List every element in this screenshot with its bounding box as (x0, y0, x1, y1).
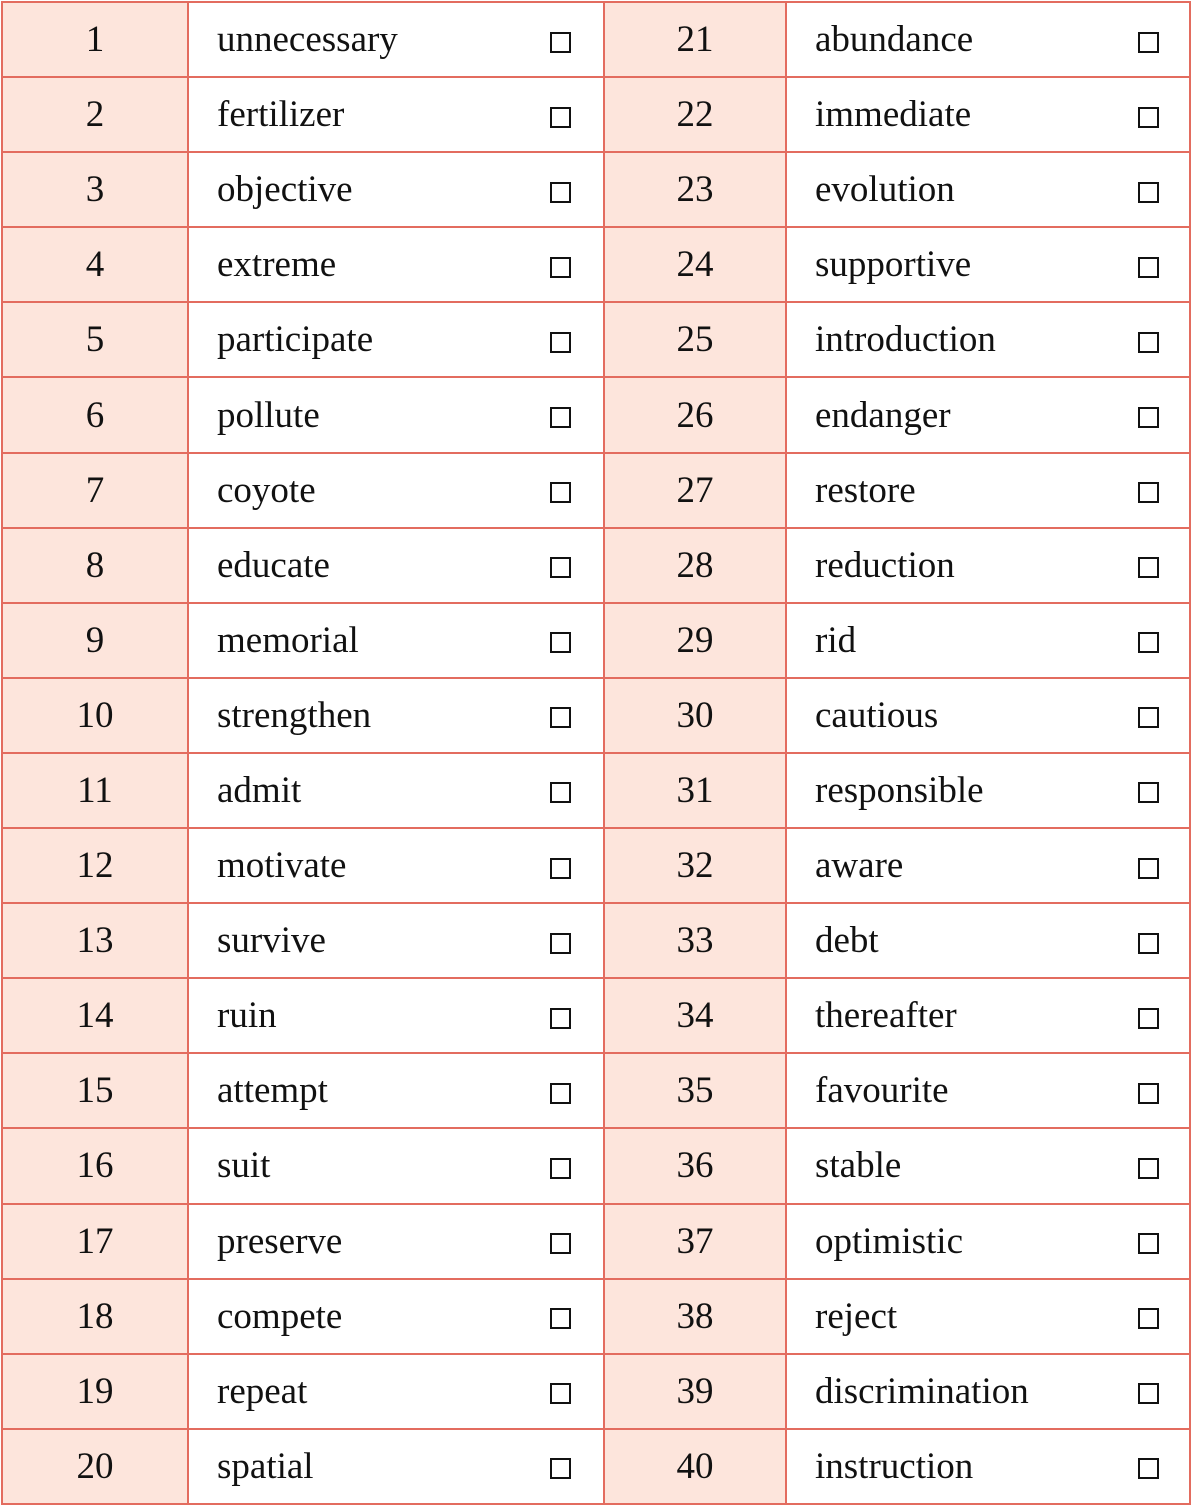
table-row (2, 453, 1190, 528)
item-number: 40 (604, 1429, 786, 1504)
item-number: 38 (604, 1279, 786, 1354)
vocabulary-word-cell (188, 903, 604, 978)
checkbox[interactable] (1138, 858, 1159, 879)
item-number: 5 (2, 302, 188, 377)
table-row (2, 302, 1190, 377)
checkbox[interactable] (1138, 707, 1159, 728)
vocabulary-word-cell (188, 302, 604, 377)
item-number: 16 (2, 1128, 188, 1203)
checkbox[interactable] (550, 332, 571, 353)
checkbox[interactable] (1138, 257, 1159, 278)
vocabulary-word: aware (815, 845, 904, 887)
checkbox[interactable] (1138, 557, 1159, 578)
vocabulary-word-cell (188, 528, 604, 603)
item-number: 15 (2, 1053, 188, 1128)
table-row (2, 753, 1190, 828)
vocabulary-word-cell (786, 302, 1190, 377)
vocabulary-word: spatial (217, 1445, 314, 1487)
table-row (2, 1204, 1190, 1279)
checkbox[interactable] (1138, 107, 1159, 128)
item-number: 39 (604, 1354, 786, 1429)
vocabulary-word-cell (188, 1279, 604, 1354)
item-number: 27 (604, 453, 786, 528)
vocabulary-word: participate (217, 319, 374, 361)
table-row (2, 1053, 1190, 1128)
vocabulary-word-cell (188, 1204, 604, 1279)
vocabulary-word: coyote (217, 469, 316, 511)
vocabulary-word: ruin (217, 995, 277, 1037)
vocabulary-word-cell (188, 1354, 604, 1429)
vocabulary-word-cell (786, 152, 1190, 227)
item-number: 9 (2, 603, 188, 678)
item-number: 37 (604, 1204, 786, 1279)
item-number: 18 (2, 1279, 188, 1354)
vocabulary-word-cell (188, 753, 604, 828)
vocabulary-word: memorial (217, 619, 359, 661)
vocabulary-word-cell (188, 1128, 604, 1203)
vocabulary-word-cell (786, 377, 1190, 452)
vocabulary-word: cautious (815, 694, 939, 736)
vocabulary-word: motivate (217, 845, 347, 887)
vocabulary-word: introduction (815, 319, 996, 361)
checkbox[interactable] (550, 1158, 571, 1179)
item-number: 7 (2, 453, 188, 528)
checkbox[interactable] (550, 933, 571, 954)
vocabulary-word: instruction (815, 1445, 974, 1487)
item-number: 10 (2, 678, 188, 753)
vocabulary-word: objective (217, 169, 353, 211)
vocabulary-word-cell (188, 453, 604, 528)
table-row (2, 528, 1190, 603)
item-number: 23 (604, 152, 786, 227)
vocabulary-word: compete (217, 1295, 343, 1337)
item-number: 25 (604, 302, 786, 377)
item-number: 19 (2, 1354, 188, 1429)
checkbox[interactable] (1138, 933, 1159, 954)
item-number: 24 (604, 227, 786, 302)
vocabulary-word-cell (188, 603, 604, 678)
item-number: 36 (604, 1128, 786, 1203)
vocabulary-word-cell (786, 978, 1190, 1053)
vocabulary-word-cell (786, 77, 1190, 152)
vocabulary-word: favourite (815, 1070, 949, 1112)
item-number: 13 (2, 903, 188, 978)
checkbox[interactable] (550, 707, 571, 728)
vocabulary-word: educate (217, 544, 330, 586)
vocabulary-word: admit (217, 769, 302, 811)
vocabulary-word: attempt (217, 1070, 328, 1112)
vocabulary-word: survive (217, 920, 326, 962)
vocabulary-word-cell (786, 1279, 1190, 1354)
checkbox[interactable] (550, 1308, 571, 1329)
vocabulary-word: suit (217, 1145, 271, 1187)
table-row (2, 152, 1190, 227)
vocabulary-word-cell (786, 828, 1190, 903)
table-row (2, 978, 1190, 1053)
table-row (2, 1429, 1190, 1504)
vocabulary-word: thereafter (815, 995, 957, 1037)
item-number: 1 (2, 2, 188, 77)
vocabulary-word: stable (815, 1145, 902, 1187)
checkbox[interactable] (550, 407, 571, 428)
checkbox[interactable] (1138, 1158, 1159, 1179)
vocabulary-word: unnecessary (217, 19, 398, 61)
vocabulary-word: abundance (815, 19, 974, 61)
vocabulary-word-cell (786, 1204, 1190, 1279)
vocabulary-word-cell (188, 828, 604, 903)
checkbox[interactable] (1138, 482, 1159, 503)
vocabulary-word-cell (188, 227, 604, 302)
vocabulary-word: immediate (815, 94, 972, 136)
item-number: 28 (604, 528, 786, 603)
checkbox[interactable] (1138, 1233, 1159, 1254)
checkbox[interactable] (550, 1083, 571, 1104)
vocabulary-word-cell (786, 753, 1190, 828)
vocabulary-word-cell (188, 678, 604, 753)
vocabulary-word: repeat (217, 1370, 308, 1412)
checkbox[interactable] (1138, 1008, 1159, 1029)
vocabulary-word: reject (815, 1295, 898, 1337)
checkbox[interactable] (1138, 182, 1159, 203)
checkbox[interactable] (550, 182, 571, 203)
checkbox[interactable] (1138, 1383, 1159, 1404)
vocabulary-word: optimistic (815, 1220, 963, 1262)
item-number: 26 (604, 377, 786, 452)
table-row (2, 678, 1190, 753)
vocabulary-word: fertilizer (217, 94, 345, 136)
checkbox[interactable] (550, 1008, 571, 1029)
vocabulary-word-cell (786, 603, 1190, 678)
table-row (2, 377, 1190, 452)
table-row (2, 1128, 1190, 1203)
vocabulary-word-cell (786, 1128, 1190, 1203)
table-row (2, 2, 1190, 77)
item-number: 6 (2, 377, 188, 452)
item-number: 2 (2, 77, 188, 152)
checkbox[interactable] (1138, 1458, 1159, 1479)
vocabulary-word: reduction (815, 544, 955, 586)
checkbox[interactable] (550, 32, 571, 53)
checkbox[interactable] (1138, 1308, 1159, 1329)
checkbox[interactable] (1138, 782, 1159, 803)
item-number: 12 (2, 828, 188, 903)
vocabulary-word-cell (188, 77, 604, 152)
vocabulary-word: evolution (815, 169, 955, 211)
checkbox[interactable] (1138, 1083, 1159, 1104)
vocabulary-word: supportive (815, 244, 972, 286)
vocabulary-table-body (2, 2, 1190, 1504)
vocabulary-word-cell (188, 152, 604, 227)
item-number: 17 (2, 1204, 188, 1279)
checkbox[interactable] (550, 858, 571, 879)
vocabulary-word-cell (786, 227, 1190, 302)
item-number: 14 (2, 978, 188, 1053)
checkbox[interactable] (550, 1233, 571, 1254)
table-row (2, 1354, 1190, 1429)
checkbox[interactable] (1138, 32, 1159, 53)
item-number: 21 (604, 2, 786, 77)
item-number: 20 (2, 1429, 188, 1504)
vocabulary-table (1, 1, 1191, 1505)
table-row (2, 77, 1190, 152)
vocabulary-word-cell (786, 1053, 1190, 1128)
item-number: 35 (604, 1053, 786, 1128)
vocabulary-word-cell (786, 678, 1190, 753)
vocabulary-word: extreme (217, 244, 337, 286)
item-number: 3 (2, 152, 188, 227)
checkbox[interactable] (1138, 632, 1159, 653)
vocabulary-word: responsible (815, 769, 984, 811)
item-number: 4 (2, 227, 188, 302)
item-number: 34 (604, 978, 786, 1053)
vocabulary-word: preserve (217, 1220, 343, 1262)
checkbox[interactable] (550, 107, 571, 128)
item-number: 31 (604, 753, 786, 828)
checkbox[interactable] (550, 557, 571, 578)
vocabulary-word-cell (786, 453, 1190, 528)
vocabulary-word: discrimination (815, 1370, 1029, 1412)
item-number: 22 (604, 77, 786, 152)
checkbox[interactable] (550, 482, 571, 503)
vocabulary-word-cell (786, 903, 1190, 978)
item-number: 30 (604, 678, 786, 753)
item-number: 8 (2, 528, 188, 603)
vocabulary-word-cell (786, 2, 1190, 77)
vocabulary-word-cell (786, 1429, 1190, 1504)
vocabulary-word-cell (188, 2, 604, 77)
checkbox[interactable] (550, 632, 571, 653)
item-number: 32 (604, 828, 786, 903)
checkbox[interactable] (550, 1383, 571, 1404)
vocabulary-word-cell (188, 377, 604, 452)
vocabulary-word: strengthen (217, 694, 372, 736)
checkbox[interactable] (1138, 332, 1159, 353)
checkbox[interactable] (1138, 407, 1159, 428)
item-number: 33 (604, 903, 786, 978)
vocabulary-word: restore (815, 469, 916, 511)
vocabulary-word-cell (188, 1053, 604, 1128)
vocabulary-word-cell (188, 978, 604, 1053)
checkbox[interactable] (550, 1458, 571, 1479)
vocabulary-word: pollute (217, 394, 320, 436)
vocabulary-word: endanger (815, 394, 951, 436)
vocabulary-word: rid (815, 619, 857, 661)
table-row (2, 227, 1190, 302)
item-number: 29 (604, 603, 786, 678)
vocabulary-word-cell (786, 1354, 1190, 1429)
table-row (2, 1279, 1190, 1354)
checkbox[interactable] (550, 257, 571, 278)
table-row (2, 603, 1190, 678)
vocabulary-word-cell (786, 528, 1190, 603)
table-row (2, 828, 1190, 903)
vocabulary-word: debt (815, 920, 879, 962)
item-number: 11 (2, 753, 188, 828)
checkbox[interactable] (550, 782, 571, 803)
table-row (2, 903, 1190, 978)
vocabulary-word-cell (188, 1429, 604, 1504)
